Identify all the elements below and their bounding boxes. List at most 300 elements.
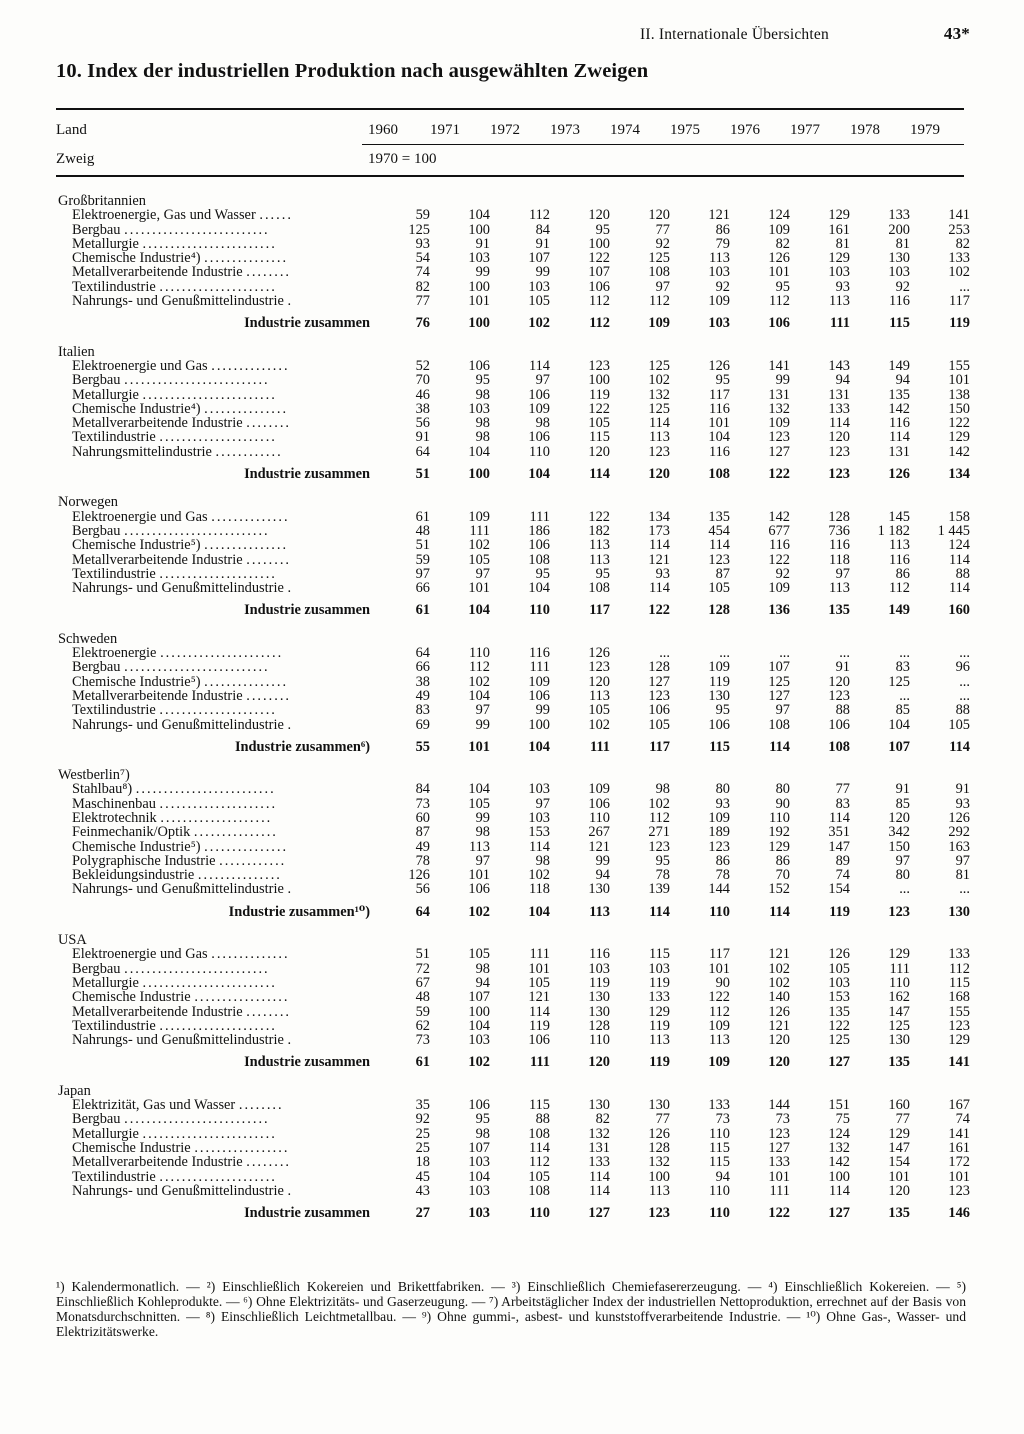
- spacer-row: [56, 481, 970, 495]
- empty-cell: [430, 768, 490, 782]
- value-cell: 120: [888, 1182, 910, 1199]
- value-cell: 100: [828, 1168, 850, 1185]
- value-cell: 99: [475, 264, 490, 281]
- branch-label: [56, 782, 370, 796]
- value-cell: 120: [828, 673, 850, 690]
- value-cell: 115: [648, 946, 670, 963]
- leader-dots: .: [287, 1183, 294, 1199]
- value-cell: 25: [415, 1139, 430, 1156]
- spacer-row: [56, 331, 970, 345]
- value-cell: 115: [708, 1139, 730, 1156]
- value-cell: 123: [828, 443, 850, 460]
- value-cell: 100: [588, 235, 610, 252]
- value-cell: 122: [708, 989, 730, 1006]
- value-cell: 113: [708, 250, 730, 267]
- spacer-cell: [56, 595, 370, 603]
- value-cell: 111: [529, 946, 550, 963]
- value-cell: 135: [888, 1054, 910, 1071]
- branch-name: Chemische Industrie⁵): [72, 839, 201, 854]
- value-cell: 133: [708, 1097, 730, 1114]
- value-cell: 104: [468, 781, 490, 798]
- branch-row: [56, 1184, 970, 1198]
- branch-label: [56, 1155, 370, 1169]
- empty-cell: [850, 345, 910, 359]
- value-cell: 122: [828, 1017, 850, 1034]
- value-cell: 61: [415, 508, 430, 525]
- value-cell: 102: [768, 974, 790, 991]
- value-cell: 97: [535, 372, 550, 389]
- spacer-cell: [490, 919, 550, 933]
- value-cell: 59: [415, 1003, 430, 1020]
- value-cell: 113: [648, 1032, 670, 1049]
- value-cell: 130: [588, 881, 610, 898]
- value-cell: 128: [648, 1139, 670, 1156]
- value-cell: 116: [588, 946, 610, 963]
- value-cell: 109: [708, 1017, 730, 1034]
- value-cell: 122: [768, 551, 790, 568]
- value-cell: 114: [888, 429, 910, 446]
- empty-cell: [910, 768, 970, 782]
- value-cell: 61: [415, 1054, 430, 1071]
- empty-cell: [490, 345, 550, 359]
- spacer-row: [56, 1070, 970, 1084]
- value-cell: 125: [648, 250, 670, 267]
- value-cell: 93: [715, 795, 730, 812]
- leader-dots: ........................: [142, 1126, 277, 1141]
- value-cell: 109: [708, 293, 730, 310]
- leader-dots: ........: [246, 1155, 292, 1170]
- value-cell: 117: [589, 602, 610, 619]
- value-cell: 114: [528, 838, 550, 855]
- value-cell: 86: [715, 852, 730, 869]
- empty-cell: [610, 768, 670, 782]
- value-cell: 105: [468, 551, 490, 568]
- value-cell: 129: [948, 429, 970, 446]
- branch-row: [56, 402, 970, 416]
- value-cell: 127: [648, 673, 670, 690]
- value-cell: 145: [888, 508, 910, 525]
- value-cell: 74: [835, 867, 850, 884]
- value-cell: 103: [468, 1205, 490, 1222]
- branch-row: [56, 223, 970, 237]
- empty-cell: [370, 768, 430, 782]
- value-cell: 117: [948, 293, 970, 310]
- value-cell: 82: [775, 235, 790, 252]
- spacer-cell: [730, 1070, 790, 1084]
- branch-row: [56, 947, 970, 961]
- leader-dots: ..........................: [124, 660, 270, 675]
- value-cell: 292: [948, 824, 970, 841]
- value-cell: 97: [475, 852, 490, 869]
- value-cell: 120: [648, 207, 670, 224]
- value-cell: 110: [529, 602, 550, 619]
- branch-row: [56, 1033, 970, 1047]
- value-cell: 114: [588, 1182, 610, 1199]
- value-cell: 121: [588, 838, 610, 855]
- spacer-cell: [730, 618, 790, 632]
- empty-cell: [850, 194, 910, 208]
- value-cell: 103: [528, 781, 550, 798]
- value-cell: 115: [708, 1154, 730, 1171]
- value-cell: 93: [655, 565, 670, 582]
- leader-dots: ..............: [211, 358, 290, 374]
- total-row: [56, 603, 970, 617]
- leader-dots: ..............: [211, 509, 290, 524]
- spacer-cell: [730, 754, 790, 768]
- spacer-cell: [790, 919, 850, 933]
- leader-dots: .................: [194, 990, 290, 1005]
- value-cell: 98: [475, 960, 490, 977]
- value-cell: 116: [828, 537, 850, 554]
- branch-label: [56, 868, 370, 882]
- value-cell: 120: [828, 429, 850, 446]
- branch-label: [56, 430, 370, 444]
- value-cell: 126: [888, 466, 910, 483]
- value-cell: 51: [415, 537, 430, 554]
- value-cell: 142: [768, 508, 790, 525]
- value-cell: 110: [588, 1032, 610, 1049]
- value-cell: 73: [415, 1032, 430, 1049]
- country-row: [56, 632, 970, 646]
- branch-row: [56, 581, 970, 595]
- value-cell: 92: [895, 278, 910, 295]
- spacer-cell: [910, 919, 970, 933]
- empty-cell: [610, 345, 670, 359]
- leader-dots: ........: [246, 552, 292, 567]
- value-cell: 106: [828, 716, 850, 733]
- empty-cell: [910, 933, 970, 947]
- value-cell: 130: [588, 1003, 610, 1020]
- value-cell: 103: [468, 250, 490, 267]
- value-cell: 144: [708, 881, 730, 898]
- value-cell: 151: [828, 1097, 850, 1114]
- value-cell: 114: [708, 537, 730, 554]
- spacer-cell: [610, 331, 670, 345]
- value-cell: 111: [469, 522, 490, 539]
- value-cell: 104: [468, 602, 490, 619]
- branch-row: [56, 208, 970, 222]
- value-cell: 149: [888, 357, 910, 374]
- value-cell: ...: [839, 645, 850, 662]
- value-cell: 133: [588, 1154, 610, 1171]
- leader-dots: .: [287, 581, 294, 596]
- spacer-cell: [730, 481, 790, 495]
- spacer-cell: [850, 618, 910, 632]
- branch-name: Bergbau: [72, 660, 121, 675]
- value-cell: 107: [768, 659, 790, 676]
- value-cell: 100: [468, 278, 490, 295]
- branch-row: [56, 990, 970, 1004]
- value-cell: 131: [828, 386, 850, 403]
- leader-dots: ........................: [142, 387, 277, 402]
- value-cell: 121: [708, 207, 730, 224]
- leader-dots: .....................: [159, 1018, 277, 1034]
- value-cell: 102: [588, 716, 610, 733]
- value-cell: 100: [648, 1168, 670, 1185]
- branch-row: [56, 1170, 970, 1184]
- value-cell: ...: [899, 645, 910, 662]
- branch-row: [56, 416, 970, 430]
- value-cell: 123: [588, 357, 610, 374]
- value-cell: 126: [708, 357, 730, 374]
- value-cell: 127: [828, 1205, 850, 1222]
- value-cell: 52: [415, 357, 430, 374]
- value-cell: 93: [835, 278, 850, 295]
- value-cell: 173: [648, 522, 670, 539]
- branch-name: Chemische Industrie⁴): [72, 251, 201, 266]
- value-cell: 105: [528, 1168, 550, 1185]
- value-cell: 99: [475, 809, 490, 826]
- total-row: [56, 905, 970, 919]
- value-cell: 93: [955, 795, 970, 812]
- empty-cell: [850, 933, 910, 947]
- spacer-cell: [610, 919, 670, 933]
- value-cell: 59: [415, 207, 430, 224]
- leader-dots: ........................: [142, 975, 277, 991]
- empty-cell: [430, 933, 490, 947]
- value-cell: 160: [948, 602, 970, 619]
- value-cell: 91: [535, 235, 550, 252]
- value-cell: 114: [648, 580, 670, 597]
- branch-name: Elektroenergie und Gas: [72, 358, 208, 374]
- value-cell: 162: [888, 989, 910, 1006]
- spacer-cell: [370, 481, 430, 495]
- value-cell: 100: [468, 1003, 490, 1020]
- branch-label: [56, 416, 370, 430]
- spacer-cell: [790, 1220, 850, 1234]
- spacer-cell: [370, 1220, 430, 1234]
- value-cell: 91: [955, 781, 970, 798]
- value-cell: 101: [768, 264, 790, 281]
- value-cell: 123: [948, 1017, 970, 1034]
- total-label: Industrie zusammen: [244, 316, 370, 331]
- value-cell: 129: [888, 946, 910, 963]
- value-cell: 120: [588, 207, 610, 224]
- value-cell: 110: [709, 1205, 730, 1222]
- country-row: [56, 345, 970, 359]
- leader-dots: .....................: [159, 703, 277, 718]
- branch-row: [56, 825, 970, 839]
- spacer-cell: [490, 331, 550, 345]
- value-cell: 111: [529, 659, 550, 676]
- value-cell: 129: [948, 1032, 970, 1049]
- empty-cell: [790, 632, 850, 646]
- empty-cell: [370, 495, 430, 509]
- value-cell: 114: [589, 466, 610, 483]
- branch-label: [56, 1141, 370, 1155]
- branch-name: Elektrotechnik: [72, 810, 157, 826]
- leader-dots: ........................: [142, 236, 277, 252]
- branch-name: Chemische Industrie: [72, 990, 191, 1005]
- branch-name: Bergbau: [72, 373, 121, 388]
- value-cell: 69: [415, 716, 430, 733]
- value-cell: ...: [959, 645, 970, 662]
- spacer-cell: [910, 1220, 970, 1234]
- value-cell: 125: [648, 400, 670, 417]
- value-cell: 81: [955, 867, 970, 884]
- spacer-cell: [550, 1220, 610, 1234]
- leader-dots: .: [287, 1033, 294, 1048]
- spacer-cell: [610, 1070, 670, 1084]
- value-cell: 112: [588, 293, 610, 310]
- value-cell: 107: [588, 264, 610, 281]
- empty-cell: [550, 495, 610, 509]
- leader-dots: .........................: [135, 782, 276, 797]
- empty-cell: [790, 194, 850, 208]
- value-cell: 102: [648, 372, 670, 389]
- value-cell: 271: [648, 824, 670, 841]
- empty-cell: [910, 632, 970, 646]
- empty-cell: [790, 345, 850, 359]
- branch-label: [56, 703, 370, 717]
- value-cell: 126: [648, 1125, 670, 1142]
- leader-dots: ..............: [211, 947, 290, 962]
- value-cell: 134: [948, 466, 970, 483]
- value-cell: 93: [415, 235, 430, 252]
- branch-row: [56, 265, 970, 279]
- value-cell: 103: [468, 1032, 490, 1049]
- value-cell: 101: [708, 960, 730, 977]
- spacer-cell: [56, 732, 370, 740]
- value-cell: 110: [708, 1182, 730, 1199]
- value-cell: 76: [415, 315, 430, 332]
- value-cell: 133: [768, 1154, 790, 1171]
- value-cell: 98: [475, 386, 490, 403]
- value-cell: 124: [828, 1125, 850, 1142]
- branch-row: [56, 811, 970, 825]
- value-cell: 113: [648, 429, 670, 446]
- value-cell: 163: [948, 838, 970, 855]
- value-cell: 120: [588, 1054, 610, 1071]
- branch-row: [56, 1098, 970, 1112]
- value-cell: 141: [768, 357, 790, 374]
- country-name: USA: [58, 933, 87, 948]
- value-cell: 129: [828, 207, 850, 224]
- value-cell: 109: [768, 580, 790, 597]
- value-cell: 105: [468, 795, 490, 812]
- branch-name: Metallurgie: [72, 1126, 139, 1141]
- total-label: Industrie zusammen: [244, 467, 370, 482]
- value-cell: 101: [768, 1168, 790, 1185]
- value-cell: 123: [828, 466, 850, 483]
- value-cell: 73: [715, 1111, 730, 1128]
- empty-cell: [910, 1084, 970, 1098]
- value-cell: 45: [415, 1168, 430, 1185]
- value-cell: 78: [655, 867, 670, 884]
- value-cell: 104: [468, 207, 490, 224]
- branch-row: [56, 1155, 970, 1169]
- value-cell: 115: [889, 315, 910, 332]
- branch-label: [56, 840, 370, 854]
- value-cell: 81: [835, 235, 850, 252]
- value-cell: 95: [595, 565, 610, 582]
- branch-label: [56, 294, 370, 308]
- value-cell: 136: [768, 602, 790, 619]
- value-cell: 82: [955, 235, 970, 252]
- branch-row: [56, 388, 970, 402]
- branch-row: [56, 976, 970, 990]
- branch-row: [56, 840, 970, 854]
- value-cell: 64: [415, 443, 430, 460]
- value-cell: 77: [895, 1111, 910, 1128]
- value-cell: 105: [648, 716, 670, 733]
- empty-cell: [910, 495, 970, 509]
- value-cell: 96: [955, 659, 970, 676]
- value-cell: 677: [768, 522, 790, 539]
- production-index-table: [56, 194, 970, 1234]
- leader-dots: ..........................: [124, 222, 270, 237]
- value-cell: 120: [768, 1032, 790, 1049]
- value-cell: 115: [528, 1097, 550, 1114]
- value-cell: 124: [768, 207, 790, 224]
- value-cell: 114: [828, 1182, 850, 1199]
- year-header: 1974: [610, 122, 640, 138]
- value-cell: 99: [535, 264, 550, 281]
- value-cell: 59: [415, 551, 430, 568]
- value-cell: 114: [649, 903, 670, 920]
- spacer-cell: [910, 481, 970, 495]
- spacer-cell: [56, 1070, 370, 1084]
- branch-name: Textilindustrie: [72, 703, 156, 718]
- leader-dots: .................: [194, 1140, 290, 1156]
- value-cell: 119: [528, 1017, 550, 1034]
- spacer-cell: [670, 919, 730, 933]
- value-cell: 77: [655, 1111, 670, 1128]
- value-cell: 125: [648, 357, 670, 374]
- value-cell: 106: [528, 687, 550, 704]
- value-cell: 38: [415, 400, 430, 417]
- value-cell: 104: [528, 466, 550, 483]
- value-cell: 114: [528, 1139, 550, 1156]
- value-cell: 101: [708, 415, 730, 432]
- empty-cell: [550, 345, 610, 359]
- value-cell: 99: [475, 716, 490, 733]
- empty-cell: [790, 768, 850, 782]
- value-cell: 132: [588, 1125, 610, 1142]
- value-cell: 142: [948, 443, 970, 460]
- value-cell: 103: [828, 974, 850, 991]
- value-cell: 111: [530, 1054, 550, 1071]
- value-cell: 113: [888, 537, 910, 554]
- value-cell: 113: [589, 903, 610, 920]
- value-cell: 67: [415, 974, 430, 991]
- branch-row: [56, 703, 970, 717]
- header-bottom-rule: [56, 175, 964, 177]
- value-cell: 128: [648, 659, 670, 676]
- branch-name: Textilindustrie: [72, 1169, 156, 1184]
- branch-label: [56, 1033, 370, 1047]
- value-cell: 130: [948, 903, 970, 920]
- value-cell: 108: [528, 551, 550, 568]
- value-cell: 129: [828, 250, 850, 267]
- spacer-cell: [910, 331, 970, 345]
- value-cell: 97: [835, 565, 850, 582]
- value-cell: 103: [528, 278, 550, 295]
- value-cell: 129: [648, 1003, 670, 1020]
- branch-row: [56, 1112, 970, 1126]
- country-row: [56, 194, 970, 208]
- value-cell: 101: [528, 960, 550, 977]
- value-cell: 119: [649, 1054, 670, 1071]
- branch-name: Chemische Industrie⁴): [72, 401, 201, 417]
- value-cell: 123: [648, 687, 670, 704]
- empty-cell: [910, 345, 970, 359]
- value-cell: 127: [768, 687, 790, 704]
- empty-cell: [790, 1084, 850, 1098]
- value-cell: 105: [948, 716, 970, 733]
- value-cell: 120: [768, 1054, 790, 1071]
- value-cell: 110: [468, 645, 490, 662]
